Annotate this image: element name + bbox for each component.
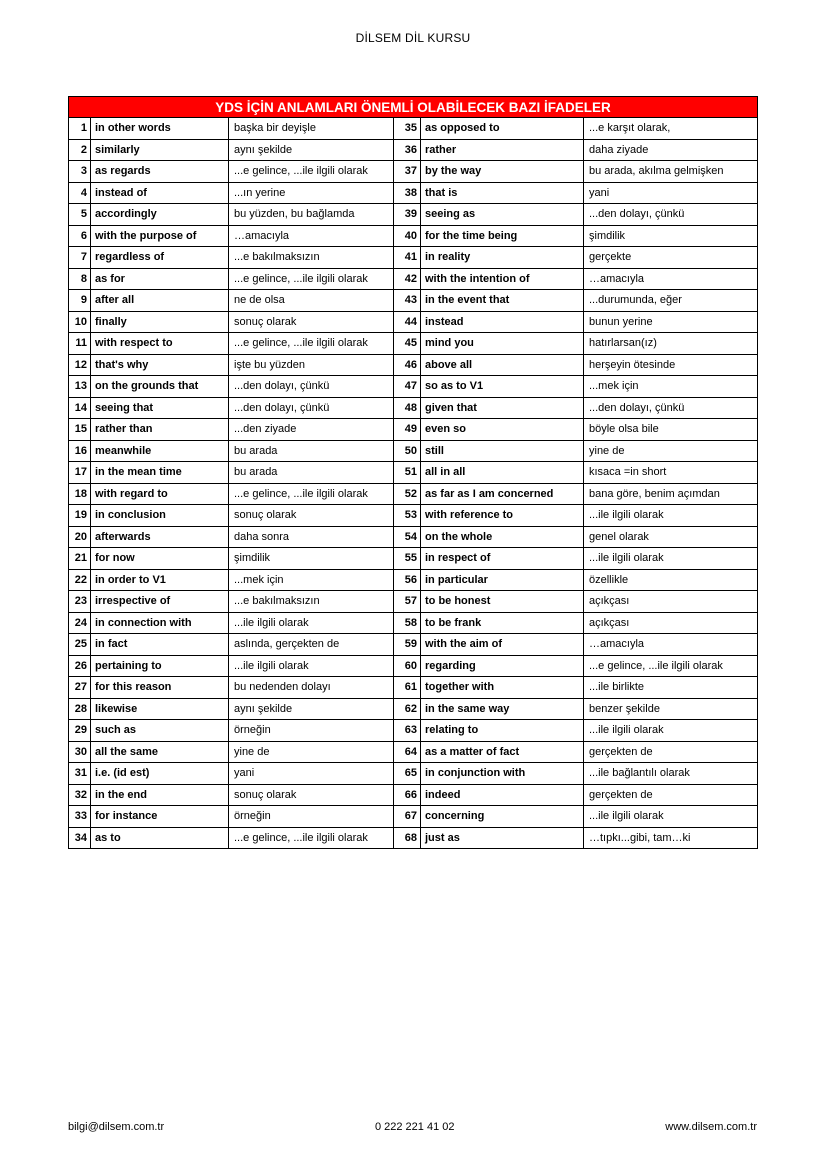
turkish-meaning-cell: bu arada, akılma gelmişken: [584, 161, 758, 183]
english-phrase-cell: meanwhile: [91, 440, 229, 462]
row-number-cell: 54: [394, 526, 421, 548]
english-phrase-cell: for instance: [91, 806, 229, 828]
english-phrase-cell: to be honest: [421, 591, 584, 613]
english-phrase-cell: in fact: [91, 634, 229, 656]
footer-phone: 0 222 221 41 02: [374, 1121, 455, 1133]
row-number-cell: 19: [69, 505, 91, 527]
turkish-meaning-cell: ...den dolayı, çünkü: [229, 397, 394, 419]
row-number-cell: 35: [394, 118, 421, 140]
english-phrase-cell: similarly: [91, 139, 229, 161]
row-number-cell: 5: [69, 204, 91, 226]
english-phrase-cell: regardless of: [91, 247, 229, 269]
turkish-meaning-cell: aynı şekilde: [229, 139, 394, 161]
row-number-cell: 33: [69, 806, 91, 828]
row-number-cell: 64: [394, 741, 421, 763]
english-phrase-cell: that's why: [91, 354, 229, 376]
turkish-meaning-cell: ne de olsa: [229, 290, 394, 312]
english-phrase-cell: in conjunction with: [421, 763, 584, 785]
english-phrase-cell: finally: [91, 311, 229, 333]
row-number-cell: 49: [394, 419, 421, 441]
turkish-meaning-cell: ...e gelince, ...ile ilgili olarak: [229, 827, 394, 849]
turkish-meaning-cell: ...e gelince, ...ile ilgili olarak: [229, 268, 394, 290]
row-number-cell: 1: [69, 118, 91, 140]
english-phrase-cell: relating to: [421, 720, 584, 742]
row-number-cell: 14: [69, 397, 91, 419]
english-phrase-cell: with the intention of: [421, 268, 584, 290]
turkish-meaning-cell: aynı şekilde: [229, 698, 394, 720]
table-row: [69, 806, 758, 828]
row-number-cell: 42: [394, 268, 421, 290]
turkish-meaning-cell: yine de: [584, 440, 758, 462]
english-phrase-cell: as a matter of fact: [421, 741, 584, 763]
row-number-cell: 21: [69, 548, 91, 570]
row-number-cell: 26: [69, 655, 91, 677]
row-number-cell: 63: [394, 720, 421, 742]
row-number-cell: 44: [394, 311, 421, 333]
english-phrase-cell: as for: [91, 268, 229, 290]
turkish-meaning-cell: ...ile ilgili olarak: [584, 720, 758, 742]
table-row: [69, 591, 758, 613]
row-number-cell: 31: [69, 763, 91, 785]
english-phrase-cell: with the aim of: [421, 634, 584, 656]
english-phrase-cell: above all: [421, 354, 584, 376]
english-phrase-cell: together with: [421, 677, 584, 699]
turkish-meaning-cell: gerçekte: [584, 247, 758, 269]
row-number-cell: 58: [394, 612, 421, 634]
english-phrase-cell: likewise: [91, 698, 229, 720]
table-row: [69, 548, 758, 570]
english-phrase-cell: all the same: [91, 741, 229, 763]
row-number-cell: 65: [394, 763, 421, 785]
table-row: [69, 139, 758, 161]
row-number-cell: 9: [69, 290, 91, 312]
english-phrase-cell: as far as I am concerned: [421, 483, 584, 505]
row-number-cell: 50: [394, 440, 421, 462]
english-phrase-cell: i.e. (id est): [91, 763, 229, 785]
english-phrase-cell: in other words: [91, 118, 229, 140]
english-phrase-cell: even so: [421, 419, 584, 441]
english-phrase-cell: with reference to: [421, 505, 584, 527]
table-header-row: [69, 97, 758, 118]
turkish-meaning-cell: ...e gelince, ...ile ilgili olarak: [229, 161, 394, 183]
turkish-meaning-cell: ...den dolayı, çünkü: [584, 397, 758, 419]
row-number-cell: 48: [394, 397, 421, 419]
english-phrase-cell: irrespective of: [91, 591, 229, 613]
turkish-meaning-cell: ...ile ilgili olarak: [584, 505, 758, 527]
english-phrase-cell: accordingly: [91, 204, 229, 226]
turkish-meaning-cell: şimdilik: [584, 225, 758, 247]
row-number-cell: 18: [69, 483, 91, 505]
turkish-meaning-cell: herşeyin ötesinde: [584, 354, 758, 376]
english-phrase-cell: with the purpose of: [91, 225, 229, 247]
turkish-meaning-cell: benzer şekilde: [584, 698, 758, 720]
row-number-cell: 30: [69, 741, 91, 763]
turkish-meaning-cell: örneğin: [229, 806, 394, 828]
turkish-meaning-cell: bu arada: [229, 462, 394, 484]
row-number-cell: 2: [69, 139, 91, 161]
table-row: [69, 268, 758, 290]
english-phrase-cell: with regard to: [91, 483, 229, 505]
english-phrase-cell: in respect of: [421, 548, 584, 570]
row-number-cell: 34: [69, 827, 91, 849]
turkish-meaning-cell: bu arada: [229, 440, 394, 462]
row-number-cell: 68: [394, 827, 421, 849]
english-phrase-cell: in the event that: [421, 290, 584, 312]
table-row: [69, 677, 758, 699]
row-number-cell: 55: [394, 548, 421, 570]
turkish-meaning-cell: işte bu yüzden: [229, 354, 394, 376]
vocab-table: [68, 96, 758, 849]
table-row: [69, 741, 758, 763]
turkish-meaning-cell: …amacıyla: [584, 634, 758, 656]
row-number-cell: 57: [394, 591, 421, 613]
row-number-cell: 12: [69, 354, 91, 376]
row-number-cell: 37: [394, 161, 421, 183]
english-phrase-cell: such as: [91, 720, 229, 742]
turkish-meaning-cell: …amacıyla: [229, 225, 394, 247]
turkish-meaning-cell: ...ile ilgili olarak: [584, 806, 758, 828]
row-number-cell: 38: [394, 182, 421, 204]
turkish-meaning-cell: özellikle: [584, 569, 758, 591]
row-number-cell: 59: [394, 634, 421, 656]
table-row: [69, 698, 758, 720]
turkish-meaning-cell: böyle olsa bile: [584, 419, 758, 441]
turkish-meaning-cell: gerçekten de: [584, 784, 758, 806]
row-number-cell: 51: [394, 462, 421, 484]
english-phrase-cell: that is: [421, 182, 584, 204]
turkish-meaning-cell: bana göre, benim açımdan: [584, 483, 758, 505]
turkish-meaning-cell: ...e bakılmaksızın: [229, 247, 394, 269]
english-phrase-cell: mind you: [421, 333, 584, 355]
row-number-cell: 46: [394, 354, 421, 376]
table-row: [69, 720, 758, 742]
english-phrase-cell: in reality: [421, 247, 584, 269]
row-number-cell: 29: [69, 720, 91, 742]
table-row: [69, 397, 758, 419]
table-row: [69, 376, 758, 398]
table-row: [69, 419, 758, 441]
turkish-meaning-cell: ...mek için: [584, 376, 758, 398]
page-footer: [68, 1121, 757, 1133]
table-title-banner: YDS İÇİN ANLAMLARI ÖNEMLİ OLABİLECEK BAZI İFADELER: [69, 97, 758, 118]
turkish-meaning-cell: bu yüzden, bu bağlamda: [229, 204, 394, 226]
turkish-meaning-cell: şimdilik: [229, 548, 394, 570]
row-number-cell: 8: [69, 268, 91, 290]
english-phrase-cell: regarding: [421, 655, 584, 677]
footer-website: www.dilsem.com.tr: [665, 1121, 757, 1133]
turkish-meaning-cell: sonuç olarak: [229, 784, 394, 806]
row-number-cell: 10: [69, 311, 91, 333]
row-number-cell: 67: [394, 806, 421, 828]
row-number-cell: 4: [69, 182, 91, 204]
english-phrase-cell: instead of: [91, 182, 229, 204]
english-phrase-cell: in conclusion: [91, 505, 229, 527]
table-row: [69, 290, 758, 312]
row-number-cell: 16: [69, 440, 91, 462]
english-phrase-cell: in particular: [421, 569, 584, 591]
turkish-meaning-cell: hatırlarsan(ız): [584, 333, 758, 355]
page-title: DİLSEM DİL KURSU: [355, 31, 471, 45]
english-phrase-cell: so as to V1: [421, 376, 584, 398]
english-phrase-cell: to be frank: [421, 612, 584, 634]
english-phrase-cell: in the same way: [421, 698, 584, 720]
table-row: [69, 354, 758, 376]
table-row: [69, 161, 758, 183]
turkish-meaning-cell: yani: [584, 182, 758, 204]
english-phrase-cell: for now: [91, 548, 229, 570]
turkish-meaning-cell: ...e gelince, ...ile ilgili olarak: [584, 655, 758, 677]
english-phrase-cell: rather: [421, 139, 584, 161]
turkish-meaning-cell: başka bir deyişle: [229, 118, 394, 140]
turkish-meaning-cell: ...e karşıt olarak,: [584, 118, 758, 140]
turkish-meaning-cell: sonuç olarak: [229, 311, 394, 333]
row-number-cell: 52: [394, 483, 421, 505]
row-number-cell: 23: [69, 591, 91, 613]
english-phrase-cell: seeing that: [91, 397, 229, 419]
english-phrase-cell: concerning: [421, 806, 584, 828]
turkish-meaning-cell: sonuç olarak: [229, 505, 394, 527]
english-phrase-cell: for this reason: [91, 677, 229, 699]
english-phrase-cell: all in all: [421, 462, 584, 484]
table-row: [69, 569, 758, 591]
turkish-meaning-cell: ...den dolayı, çünkü: [584, 204, 758, 226]
english-phrase-cell: for the time being: [421, 225, 584, 247]
turkish-meaning-cell: …amacıyla: [584, 268, 758, 290]
english-phrase-cell: still: [421, 440, 584, 462]
row-number-cell: 7: [69, 247, 91, 269]
table-row: [69, 505, 758, 527]
turkish-meaning-cell: ...den ziyade: [229, 419, 394, 441]
row-number-cell: 28: [69, 698, 91, 720]
turkish-meaning-cell: ...durumunda, eğer: [584, 290, 758, 312]
row-number-cell: 13: [69, 376, 91, 398]
turkish-meaning-cell: ...den dolayı, çünkü: [229, 376, 394, 398]
english-phrase-cell: with respect to: [91, 333, 229, 355]
turkish-meaning-cell: açıkçası: [584, 591, 758, 613]
table-row: [69, 526, 758, 548]
turkish-meaning-cell: …tıpkı...gibi, tam…ki: [584, 827, 758, 849]
turkish-meaning-cell: ...e bakılmaksızın: [229, 591, 394, 613]
table-row: [69, 247, 758, 269]
footer-email: bilgi@dilsem.com.tr: [68, 1121, 165, 1133]
table-row: [69, 784, 758, 806]
row-number-cell: 6: [69, 225, 91, 247]
row-number-cell: 39: [394, 204, 421, 226]
turkish-meaning-cell: ...e gelince, ...ile ilgili olarak: [229, 483, 394, 505]
row-number-cell: 62: [394, 698, 421, 720]
english-phrase-cell: after all: [91, 290, 229, 312]
turkish-meaning-cell: gerçekten de: [584, 741, 758, 763]
row-number-cell: 11: [69, 333, 91, 355]
table-row: [69, 634, 758, 656]
english-phrase-cell: in the mean time: [91, 462, 229, 484]
table-row: [69, 182, 758, 204]
turkish-meaning-cell: ...ile birlikte: [584, 677, 758, 699]
turkish-meaning-cell: kısaca =in short: [584, 462, 758, 484]
row-number-cell: 32: [69, 784, 91, 806]
row-number-cell: 45: [394, 333, 421, 355]
row-number-cell: 25: [69, 634, 91, 656]
english-phrase-cell: indeed: [421, 784, 584, 806]
english-phrase-cell: given that: [421, 397, 584, 419]
english-phrase-cell: seeing as: [421, 204, 584, 226]
turkish-meaning-cell: ...ın yerine: [229, 182, 394, 204]
turkish-meaning-cell: ...ile ilgili olarak: [229, 612, 394, 634]
row-number-cell: 36: [394, 139, 421, 161]
turkish-meaning-cell: ...ile ilgili olarak: [584, 548, 758, 570]
english-phrase-cell: on the whole: [421, 526, 584, 548]
row-number-cell: 66: [394, 784, 421, 806]
row-number-cell: 56: [394, 569, 421, 591]
turkish-meaning-cell: daha ziyade: [584, 139, 758, 161]
english-phrase-cell: pertaining to: [91, 655, 229, 677]
table-body: [69, 118, 758, 849]
row-number-cell: 17: [69, 462, 91, 484]
english-phrase-cell: in connection with: [91, 612, 229, 634]
turkish-meaning-cell: ...mek için: [229, 569, 394, 591]
table-row: [69, 763, 758, 785]
table-row: [69, 225, 758, 247]
row-number-cell: 22: [69, 569, 91, 591]
english-phrase-cell: as opposed to: [421, 118, 584, 140]
row-number-cell: 15: [69, 419, 91, 441]
turkish-meaning-cell: bu nedenden dolayı: [229, 677, 394, 699]
row-number-cell: 53: [394, 505, 421, 527]
table-row: [69, 333, 758, 355]
table-row: [69, 827, 758, 849]
english-phrase-cell: afterwards: [91, 526, 229, 548]
row-number-cell: 20: [69, 526, 91, 548]
english-phrase-cell: in order to V1: [91, 569, 229, 591]
table-row: [69, 655, 758, 677]
row-number-cell: 41: [394, 247, 421, 269]
turkish-meaning-cell: yani: [229, 763, 394, 785]
turkish-meaning-cell: açıkçası: [584, 612, 758, 634]
table-row: [69, 483, 758, 505]
row-number-cell: 47: [394, 376, 421, 398]
row-number-cell: 40: [394, 225, 421, 247]
row-number-cell: 61: [394, 677, 421, 699]
row-number-cell: 43: [394, 290, 421, 312]
table-row: [69, 462, 758, 484]
turkish-meaning-cell: genel olarak: [584, 526, 758, 548]
row-number-cell: 3: [69, 161, 91, 183]
english-phrase-cell: just as: [421, 827, 584, 849]
english-phrase-cell: as regards: [91, 161, 229, 183]
english-phrase-cell: as to: [91, 827, 229, 849]
turkish-meaning-cell: ...ile ilgili olarak: [229, 655, 394, 677]
turkish-meaning-cell: ...e gelince, ...ile ilgili olarak: [229, 333, 394, 355]
turkish-meaning-cell: daha sonra: [229, 526, 394, 548]
turkish-meaning-cell: örneğin: [229, 720, 394, 742]
turkish-meaning-cell: aslında, gerçekten de: [229, 634, 394, 656]
row-number-cell: 24: [69, 612, 91, 634]
turkish-meaning-cell: bunun yerine: [584, 311, 758, 333]
table-row: [69, 440, 758, 462]
turkish-meaning-cell: yine de: [229, 741, 394, 763]
turkish-meaning-cell: ...ile bağlantılı olarak: [584, 763, 758, 785]
row-number-cell: 27: [69, 677, 91, 699]
row-number-cell: 60: [394, 655, 421, 677]
table-row: [69, 311, 758, 333]
table-row: [69, 118, 758, 140]
english-phrase-cell: by the way: [421, 161, 584, 183]
table-row: [69, 204, 758, 226]
english-phrase-cell: on the grounds that: [91, 376, 229, 398]
english-phrase-cell: instead: [421, 311, 584, 333]
english-phrase-cell: rather than: [91, 419, 229, 441]
english-phrase-cell: in the end: [91, 784, 229, 806]
table-row: [69, 612, 758, 634]
